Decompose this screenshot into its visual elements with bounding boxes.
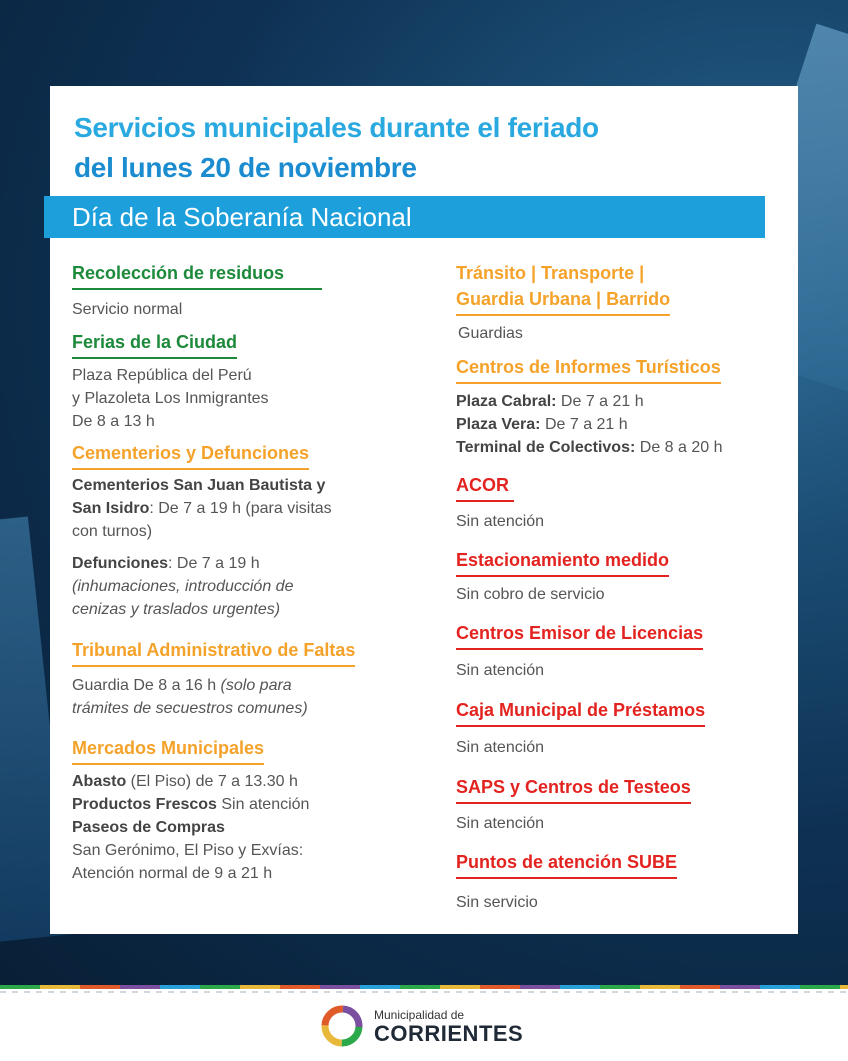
italic-note: cenizas y traslados urgentes) <box>72 601 281 618</box>
bold-label: Productos Frescos <box>72 796 217 813</box>
text-line: y Plazoleta Los Inmigrantes <box>72 390 269 407</box>
section-saps <box>456 776 691 835</box>
holiday-name: Día de la Soberanía Nacional <box>72 202 412 232</box>
section-title: SAPS y Centros de Testeos <box>456 776 691 804</box>
text-value: De 7 a 21 h <box>556 393 644 410</box>
bold-label: San Isidro <box>72 500 150 517</box>
section-cementerios <box>72 442 332 621</box>
title-line-1: Servicios municipales durante el feriado <box>74 112 599 143</box>
section-estacionamiento <box>456 549 669 606</box>
text-value: Guardia De 8 a 16 h <box>72 677 221 694</box>
bold-label: Plaza Vera: <box>456 416 541 433</box>
section-tribunal <box>72 639 355 720</box>
title-prefix: del <box>74 152 122 183</box>
section-title: Ferias de la Ciudad <box>72 331 237 359</box>
title-line: Tránsito | Transporte | <box>456 263 645 283</box>
logo-big-text: CORRIENTES <box>374 1021 524 1046</box>
section-sube <box>456 851 677 914</box>
logo-small-text: Municipalidad de <box>374 1008 465 1022</box>
section-turisticos <box>456 356 722 459</box>
section-text: Sin cobro de servicio <box>456 586 605 603</box>
municipality-logo <box>320 1004 540 1048</box>
bold-label: Paseos de Compras <box>72 819 225 836</box>
section-acor <box>456 474 544 533</box>
page-title <box>74 108 599 188</box>
section-transito <box>456 262 670 345</box>
section-mercados <box>72 737 309 885</box>
section-caja <box>456 699 705 759</box>
info-card <box>50 86 798 934</box>
section-title: Tribunal Administrativo de Faltas <box>72 639 355 667</box>
section-title: Puntos de atención SUBE <box>456 851 677 879</box>
text-line: De 8 a 13 h <box>72 413 155 430</box>
section-ferias <box>72 331 269 433</box>
text-line: San Gerónimo, El Piso y Exvías: <box>72 842 304 859</box>
text-value: : De 7 a 19 h (para visitas <box>149 500 332 517</box>
text-line: Atención normal de 9 a 21 h <box>72 865 273 882</box>
section-text <box>456 390 722 459</box>
text-value: (El Piso) de 7 a 13.30 h <box>126 773 298 790</box>
dotted-stripe <box>0 991 848 993</box>
color-stripe <box>0 985 848 989</box>
section-text <box>72 474 332 621</box>
section-text: Sin atención <box>456 739 545 756</box>
bold-label: Plaza Cabral: <box>456 393 557 410</box>
holiday-band <box>44 196 765 238</box>
section-title: Recolección de residuos <box>72 262 322 290</box>
section-text <box>72 770 309 885</box>
section-title: Mercados Municipales <box>72 737 264 765</box>
section-text: Sin atención <box>456 662 545 679</box>
section-text: Guardias <box>458 325 523 342</box>
italic-note: (inhumaciones, introducción de <box>72 578 294 595</box>
text-value: : De 7 a 19 h <box>168 555 260 572</box>
text-line: Plaza República del Perú <box>72 367 252 384</box>
text-value: De 8 a 20 h <box>635 439 723 456</box>
bold-label: Terminal de Colectivos: <box>456 439 636 456</box>
bold-label: Defunciones <box>72 555 169 572</box>
section-text: Servicio normal <box>72 301 183 318</box>
text-value: De 7 a 21 h <box>540 416 628 433</box>
title-line: Guardia Urbana | Barrido <box>456 289 671 309</box>
section-title: Centros Emisor de Licencias <box>456 622 703 650</box>
bold-label: Cementerios San Juan Bautista y <box>72 477 326 494</box>
section-text: Sin atención <box>456 815 545 832</box>
text-value: Sin atención <box>216 796 310 813</box>
section-residuos <box>72 262 322 321</box>
section-title: Centros de Informes Turísticos <box>456 356 721 384</box>
title-date: lunes 20 de noviembre <box>121 152 417 183</box>
section-licencias <box>456 622 703 682</box>
section-title: Caja Municipal de Préstamos <box>456 699 705 727</box>
section-title <box>456 262 670 316</box>
logo-ring-icon <box>320 1004 364 1048</box>
section-text <box>72 674 355 720</box>
italic-note: (solo para <box>220 677 292 694</box>
section-title: Estacionamiento medido <box>456 549 669 577</box>
italic-note: trámites de secuestros comunes) <box>72 700 308 717</box>
section-text <box>72 364 269 433</box>
section-title: Cementerios y Defunciones <box>72 442 309 470</box>
section-title: ACOR <box>456 474 514 502</box>
section-text: Sin servicio <box>456 894 538 911</box>
bold-label: Abasto <box>72 773 127 790</box>
title-line-2 <box>74 152 417 183</box>
section-text: Sin atención <box>456 513 545 530</box>
text-line: con turnos) <box>72 523 153 540</box>
